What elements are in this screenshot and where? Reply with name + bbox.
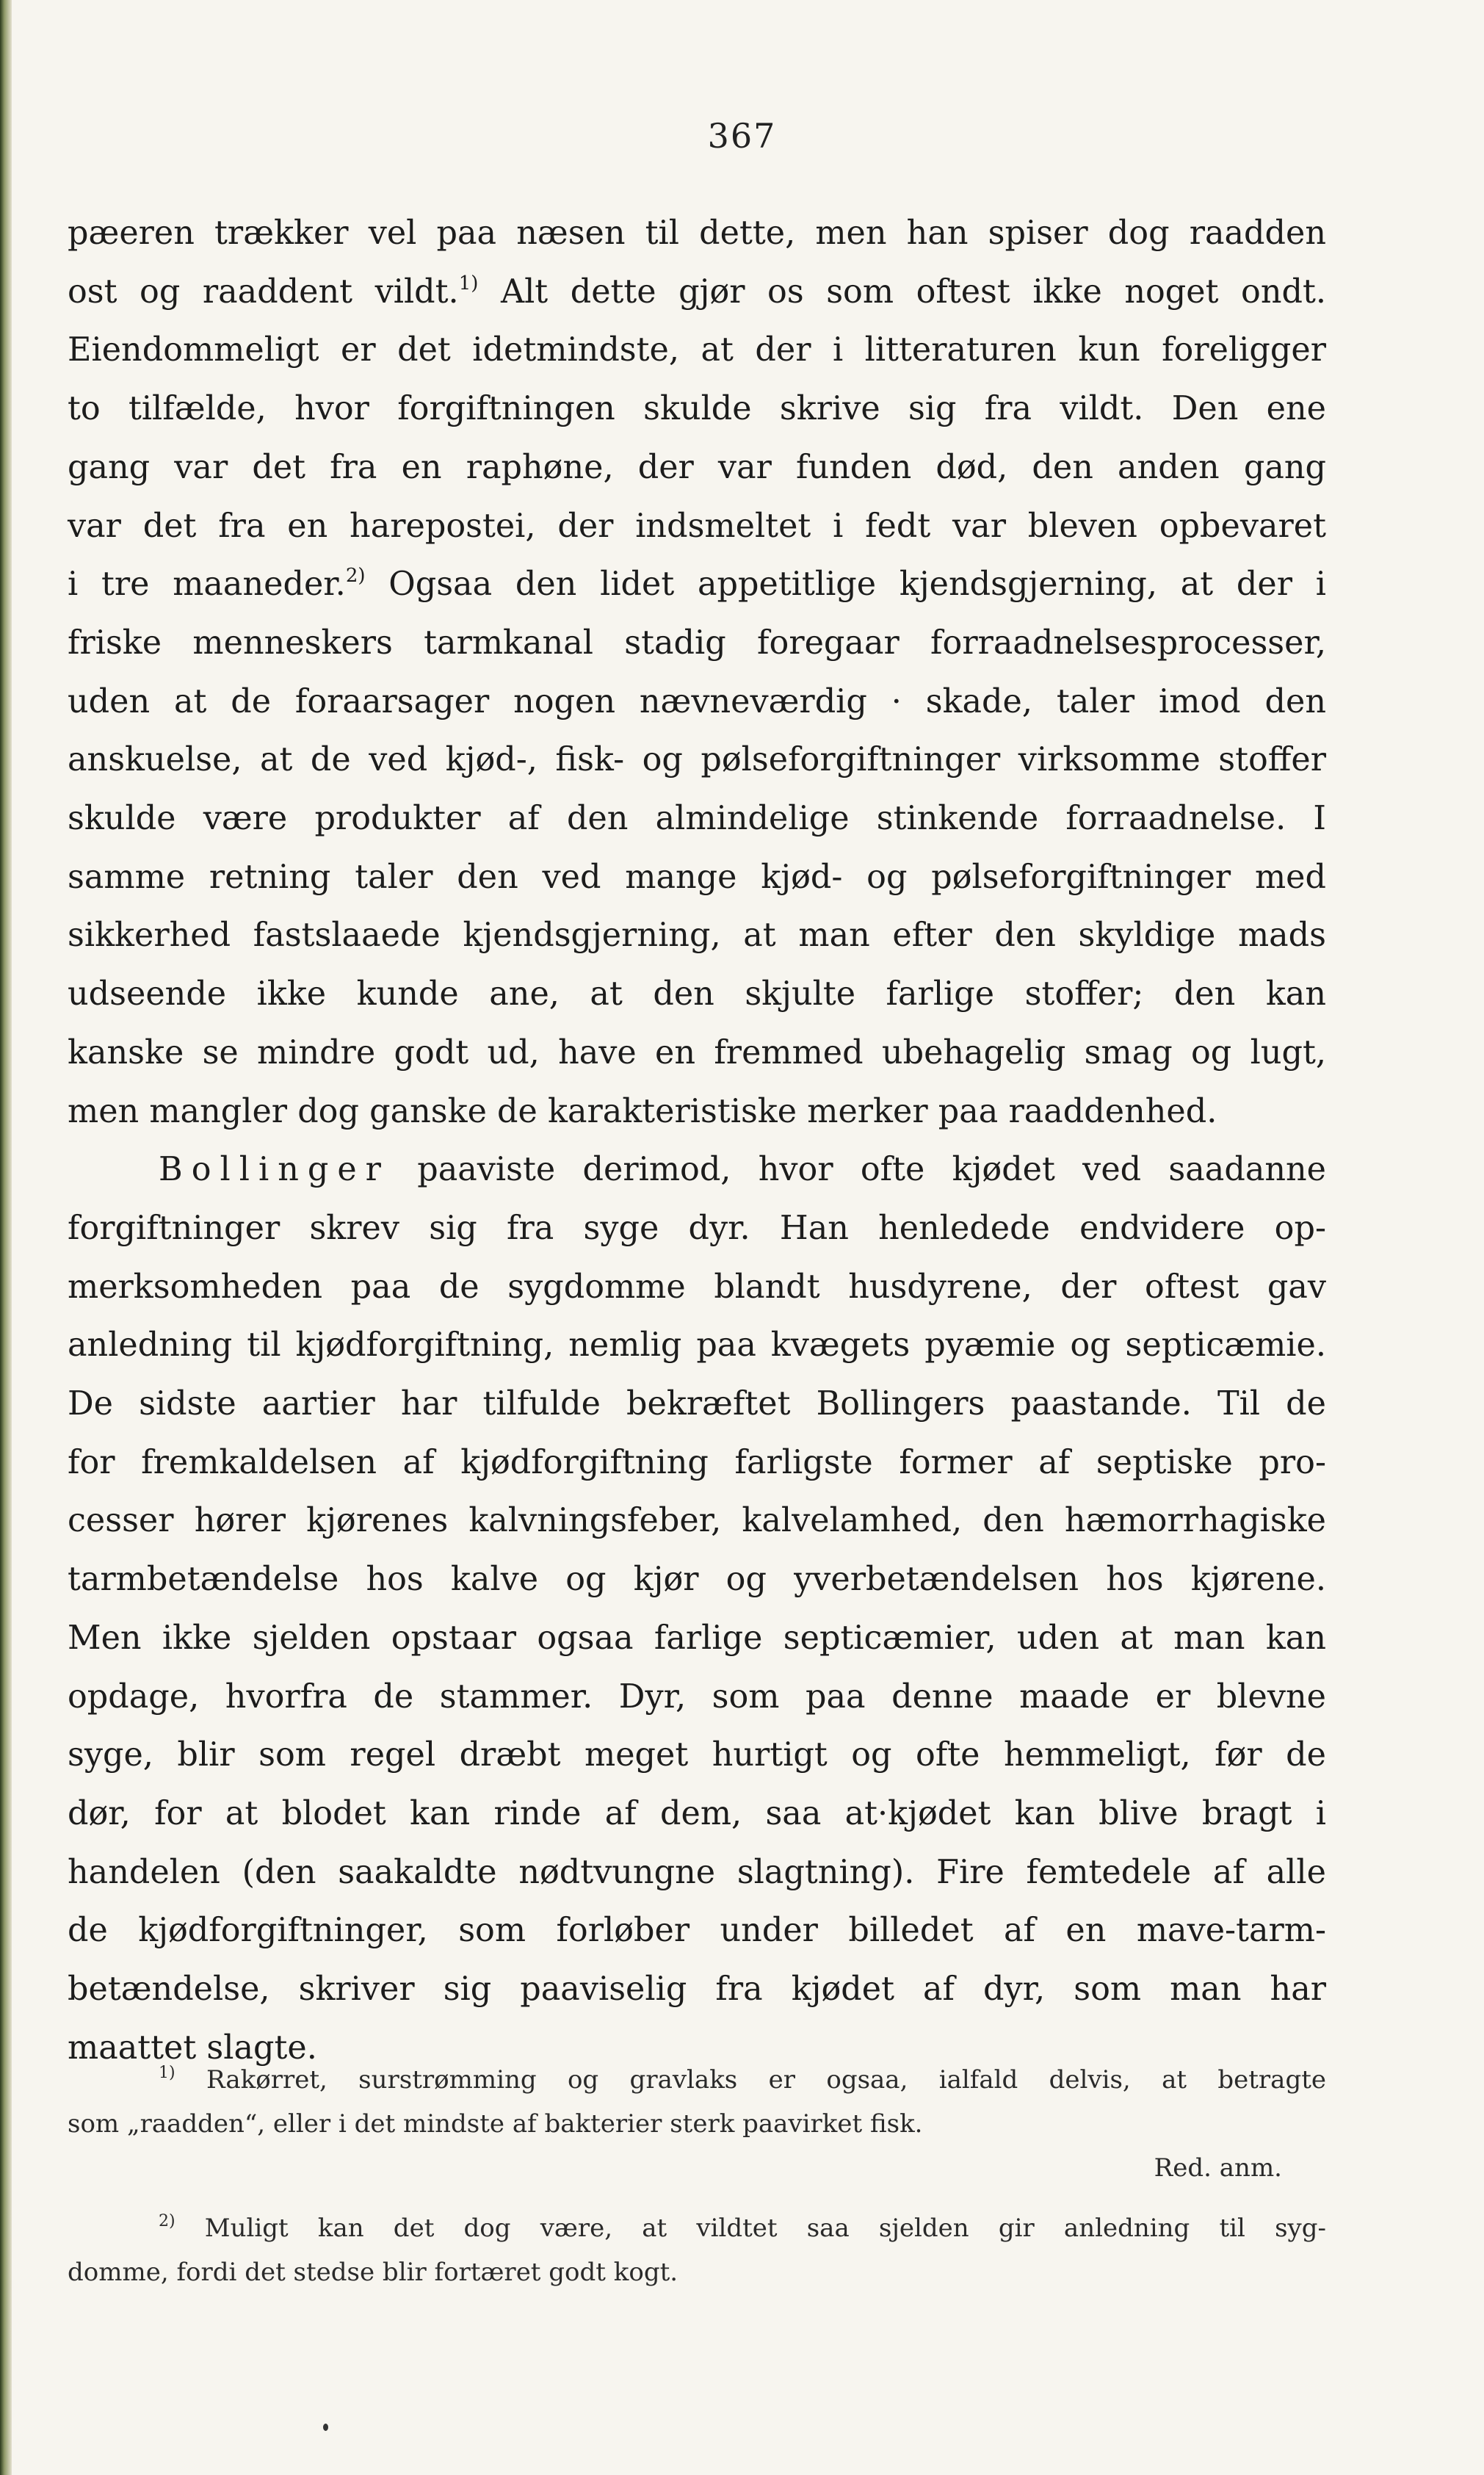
footnote-signature: Red. anm. (1154, 2153, 1282, 2183)
footnote-line (68, 2206, 1326, 2250)
text-line: men mangler dog ganske de karakteristiske merker paa raaddenhed. (68, 1092, 1217, 1130)
text-line: anledning til kjødforgiftning, nemlig paa kvægets pyæmie og septicæmie. (68, 1326, 1326, 1365)
text-line: uden at de foraarsager nogen nævneværdig · skade, taler imod den (68, 682, 1326, 720)
footnote-line: domme, fordi det stedse blir fortæret godt kogt. (68, 2258, 678, 2287)
text-line: handelen (den saakaldte nødtvungne slagtning). Fire femtedele af alle (68, 1853, 1326, 1891)
author-name: Bollinger (159, 1151, 390, 1189)
footnote-1 (68, 2058, 1326, 2190)
paragraph-1 (68, 204, 1326, 1141)
text-line: tarmbetændelse hos kalve og kjør og yverbetændelsen hos kjørene. (68, 1561, 1326, 1599)
footnote-line (68, 2058, 1326, 2102)
footnotes (68, 2058, 1326, 2294)
text-line: dør, for at blodet kan rinde af dem, saa at·kjødet kan blive bragt i (68, 1794, 1326, 1832)
text-line: Men ikke sjelden opstaar ogsaa farlige septicæmier, uden at man kan (68, 1619, 1326, 1657)
text-line: forgiftninger skrev sig fra syge dyr. Han henledede endvidere op- (68, 1209, 1326, 1247)
text-line: samme retning taler den ved mange kjød- og pølseforgiftninger med (68, 858, 1326, 896)
paragraph-2 (68, 1141, 1326, 2077)
text-line: Eiendommeligt er det idetmindste, at der i litteraturen kun foreligger (68, 331, 1326, 369)
text-line: for fremkaldelsen af kjødforgiftning farligste former af septiske pro- (68, 1443, 1326, 1481)
text-line: var det fra en harepostei, der indsmeltet i fedt var bleven opbevaret (68, 507, 1326, 545)
text-line: de kjødforgiftninger, som forløber under billedet af en mave-tarm- (68, 1912, 1326, 1950)
text-line: to tilfælde, hvor forgiftningen skulde skrive sig fra vildt. Den ene (68, 390, 1326, 428)
text-line: gang var det fra en raphøne, der var funden død, den anden gang (68, 448, 1326, 486)
text-fragment: Muligt kan det dog være, at vildtet saa sjelden gir anledning til syg- (204, 2214, 1326, 2243)
footnote-ref-1: 1) (458, 272, 479, 295)
ink-speck (323, 2424, 328, 2431)
text-line (68, 263, 1326, 322)
text-line: friske menneskers tarmkanal stadig foregaar forraadnelsesprocesser, (68, 624, 1326, 662)
text-line: kanske se mindre godt ud, have en fremmed ubehagelig smag og lugt, (68, 1033, 1326, 1072)
text-line: anskuelse, at de ved kjød-, fisk- og pølseforgiftninger virksomme stoffer (68, 741, 1326, 779)
text-line: maattet slagte. (68, 2028, 317, 2067)
page-number: 367 (707, 116, 777, 156)
text-line (68, 555, 1326, 614)
scan-binding-edge (0, 0, 12, 2475)
footnote-2 (68, 2206, 1326, 2294)
text-line: De sidste aartier har tilfulde bekræftet Bollingers paastande. Til de (68, 1385, 1326, 1423)
text-fragment: Rakørret, surstrømming og gravlaks er ogsaa, ialfald delvis, at betragte (206, 2065, 1326, 2095)
text-line: syge, blir som regel dræbt meget hurtigt og ofte hemmeligt, før de (68, 1736, 1326, 1774)
text-line (68, 1141, 1326, 1199)
text-line: skulde være produkter af den almindelige stinkende forraadnelse. I (68, 800, 1326, 838)
text-fragment: paaviste derimod, hvor ofte kjødet ved saadanne (417, 1151, 1326, 1189)
text-line: udseende ikke kunde ane, at den skjulte farlige stoffer; den kan (68, 975, 1326, 1014)
footnote-marker-2: 2) (159, 2212, 175, 2230)
text-fragment: Alt dette gjør os som oftest ikke noget ondt. (500, 272, 1327, 311)
footnote-ref-2: 2) (345, 565, 366, 588)
body-text (68, 204, 1326, 2078)
text-line: betændelse, skriver sig paaviselig fra kjødet af dyr, som man har (68, 1970, 1326, 2009)
footnote-marker-1: 1) (159, 2064, 175, 2082)
text-line: sikkerhed fastslaaede kjendsgjerning, at man efter den skyldige mads (68, 917, 1326, 955)
footnote-line: som „raadden“, eller i det mindste af bakterier sterk paavirket fisk. (68, 2109, 923, 2139)
text-line: merksomheden paa de sygdomme blandt husdyrene, der oftest gav (68, 1268, 1326, 1306)
text-line: pæeren trækker vel paa næsen til dette, men han spiser dog raadden (68, 214, 1326, 252)
text-fragment: ost og raaddent vildt. (68, 272, 459, 311)
text-fragment: i tre maaneder. (68, 566, 346, 604)
text-fragment: Ogsaa den lidet appetitlige kjendsgjerning, at der i (388, 566, 1326, 604)
text-line: cesser hører kjørenes kalvningsfeber, kalvelamhed, den hæmorrhagiske (68, 1502, 1326, 1540)
text-line: opdage, hvorfra de stammer. Dyr, som paa denne maade er blevne (68, 1677, 1326, 1716)
